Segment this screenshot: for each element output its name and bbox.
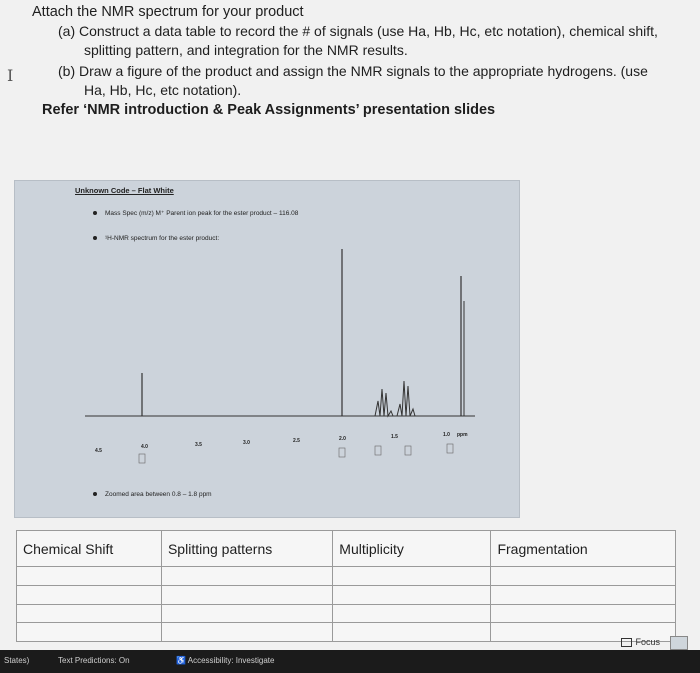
table-cell[interactable] bbox=[333, 623, 491, 642]
part-b-line1: (b) Draw a figure of the product and assign the NMR signals to the appropriate hydrogens. (use bbox=[58, 63, 648, 79]
tick-4-5: 4.5 bbox=[95, 448, 102, 454]
table-cell[interactable] bbox=[333, 604, 491, 623]
part-b-line2: Ha, Hb, Hc, etc notation). bbox=[84, 82, 242, 98]
results-table[interactable] bbox=[16, 530, 676, 642]
table-cell[interactable] bbox=[17, 567, 162, 586]
table-row bbox=[17, 623, 676, 642]
part-a-line2: splitting pattern, and integration for the NMR results. bbox=[84, 42, 408, 58]
tick-ppm: ppm bbox=[457, 432, 468, 438]
table-cell[interactable] bbox=[161, 585, 332, 604]
table-cell[interactable] bbox=[491, 604, 676, 623]
text-cursor-icon: I bbox=[7, 66, 14, 85]
focus-label: Focus bbox=[635, 637, 660, 647]
table-cell[interactable] bbox=[17, 604, 162, 623]
bullet-mass-spec-text: Mass Spec (m/z) M⁺ Parent ion peak for the ester product – 116.08 bbox=[105, 210, 299, 217]
table-row bbox=[17, 604, 676, 623]
integration-box-2 bbox=[339, 448, 345, 457]
tick-1-5: 1.5 bbox=[391, 434, 398, 440]
table-cell[interactable] bbox=[491, 585, 676, 604]
focus-icon bbox=[621, 638, 632, 647]
header-fragmentation[interactable]: Fragmentation bbox=[491, 531, 676, 567]
table-row bbox=[17, 585, 676, 604]
table-cell[interactable] bbox=[161, 604, 332, 623]
bullet-zoom bbox=[93, 491, 212, 498]
embedded-slide-image[interactable] bbox=[14, 180, 520, 518]
tick-1-0: 1.0 bbox=[443, 432, 450, 438]
status-accessibility[interactable] bbox=[176, 656, 274, 665]
status-text-predictions[interactable]: Text Predictions: On bbox=[58, 656, 130, 665]
header-multiplicity[interactable]: Multiplicity bbox=[333, 531, 491, 567]
status-accessibility-label: Accessibility: Investigate bbox=[187, 656, 275, 665]
table-cell[interactable] bbox=[491, 567, 676, 586]
tick-3-5: 3.5 bbox=[195, 442, 202, 448]
heading: Attach the NMR spectrum for your product bbox=[32, 4, 304, 20]
table-cell[interactable] bbox=[333, 567, 491, 586]
accessibility-icon: ♿ bbox=[176, 656, 188, 665]
table-cell[interactable] bbox=[161, 623, 332, 642]
status-bar bbox=[0, 650, 700, 673]
header-chemical-shift[interactable]: Chemical Shift bbox=[17, 531, 162, 567]
table-row bbox=[17, 567, 676, 586]
refer-line: Refer ‘NMR introduction & Peak Assignments’ presentation slides bbox=[42, 102, 496, 118]
view-layout-button[interactable] bbox=[670, 636, 688, 650]
table-cell[interactable] bbox=[17, 585, 162, 604]
integration-box-5 bbox=[447, 444, 453, 453]
integration-box-4 bbox=[405, 446, 411, 455]
bullet-zoom-text: Zoomed area between 0.8 – 1.8 ppm bbox=[105, 491, 212, 498]
table-cell[interactable] bbox=[17, 623, 162, 642]
peak-1-7-multiplet bbox=[375, 389, 393, 416]
peak-1-4-multiplet bbox=[397, 381, 415, 416]
tick-4-0: 4.0 bbox=[141, 444, 148, 450]
integration-box-1 bbox=[139, 454, 145, 463]
table-cell[interactable] bbox=[161, 567, 332, 586]
status-states[interactable]: States) bbox=[4, 656, 30, 665]
bullet-mass-spec bbox=[93, 209, 298, 217]
header-splitting-patterns[interactable]: Splitting patterns bbox=[161, 531, 332, 567]
table-cell[interactable] bbox=[333, 585, 491, 604]
table-header-row bbox=[17, 531, 676, 567]
tick-2-5: 2.5 bbox=[293, 438, 300, 444]
integration-box-3 bbox=[375, 446, 381, 455]
part-a-line1: (a) Construct a data table to record the # of signals (use Ha, Hb, Hc, etc notation), chemical shift, bbox=[58, 23, 658, 39]
nmr-spectrum bbox=[75, 241, 495, 471]
bullet-nmr-text: ¹H-NMR spectrum for the ester product: bbox=[105, 235, 220, 242]
tick-3-0: 3.0 bbox=[243, 440, 250, 446]
slide-title: Unknown Code – Flat White bbox=[75, 186, 174, 195]
tick-2-0: 2.0 bbox=[339, 436, 346, 442]
focus-button[interactable] bbox=[621, 637, 660, 647]
